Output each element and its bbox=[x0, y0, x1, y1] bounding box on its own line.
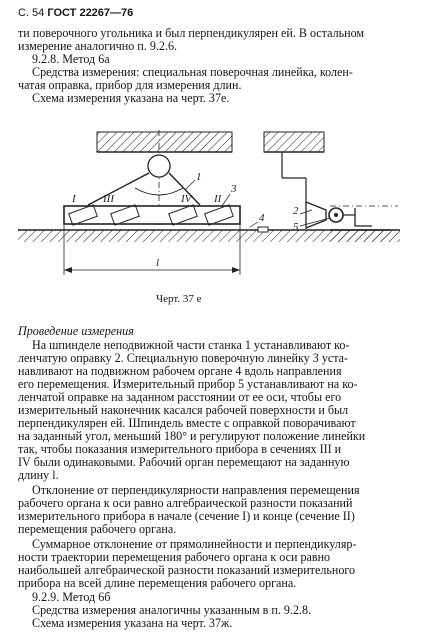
figure-caption: Черт. 37 е bbox=[156, 293, 202, 305]
method-heading: 9.2.9. Метод 6б bbox=[32, 590, 111, 604]
label-4: 4 bbox=[259, 212, 265, 224]
label-l: l bbox=[156, 257, 160, 269]
standard-code: ГОСТ 22267—76 bbox=[47, 7, 134, 19]
spindle-housing bbox=[97, 132, 324, 178]
body-line: Отклонение от перпендикулярности направления перемещения bbox=[32, 483, 360, 497]
page-header bbox=[18, 7, 133, 19]
label-2: 2 bbox=[293, 205, 299, 217]
body-line: перемещения рабочего органа. bbox=[18, 522, 177, 536]
section-II: II bbox=[214, 193, 222, 205]
text-line: чатая оправка, прибор для измерения длин. bbox=[18, 78, 242, 92]
body-line: длину l. bbox=[18, 468, 59, 482]
straightedge bbox=[64, 205, 240, 225]
body-line: IV были одинаковыми. Рабочий орган перемещают на заданную bbox=[18, 455, 350, 469]
body-line: На шпинделе неподвижной части станка 1 устанавливают ко- bbox=[32, 338, 350, 352]
body-line: так, чтобы показания измерительного прибора в сечениях III и bbox=[18, 442, 342, 456]
body-line: Схема измерения указана на черт. 37ж. bbox=[32, 616, 233, 630]
text-line: ти поверочного угольника и был перпендикулярен ей. В остальном bbox=[18, 26, 365, 40]
body-line: наибольшей алгебраической разности показаний измерительного bbox=[18, 563, 356, 577]
section-IV: IV bbox=[181, 193, 192, 205]
section-III: III bbox=[103, 193, 114, 205]
text-line: Средства измерения: специальная поверочная линейка, колен- bbox=[32, 65, 353, 79]
body-line: Суммарное отклонение от прямолинейности и перпендикуляр- bbox=[32, 537, 357, 551]
label-1: 1 bbox=[196, 171, 202, 183]
page-number: С. 54 bbox=[18, 7, 45, 19]
body-line: Средства измерения аналогичны указанным в п. 9.2.8. bbox=[32, 603, 312, 617]
body-line: рабочего органа к оси равно алгебраической разности показаний bbox=[18, 496, 353, 510]
body-line: перпендикулярен ей. Шпиндель вместе с оправкой поворачивают bbox=[18, 416, 356, 430]
label-3: 3 bbox=[231, 183, 237, 195]
method-heading: 9.2.8. Метод 6а bbox=[32, 52, 110, 66]
body-line: измерительного прибора в начале (сечение I) и конце (сечение II) bbox=[18, 509, 355, 523]
section-title: Проведение измерения bbox=[18, 324, 134, 338]
body-line: навливают на подвижном рабочем органе 4 вдоль направления bbox=[18, 364, 342, 378]
body-line: его перемещения. Измерительный прибор 5 устанавливают на ко- bbox=[18, 377, 358, 391]
text-line: измерение аналогично п. 9.2.6. bbox=[18, 39, 178, 53]
section-I: I bbox=[72, 193, 76, 205]
text-line: Схема измерения указана на черт. 37е. bbox=[32, 91, 230, 105]
body-line: ленчатой оправке на заданном расстоянии от ее оси, чтобы его bbox=[18, 390, 342, 404]
body-line: ности траектории перемещения рабочего органа к оси равно bbox=[18, 550, 331, 564]
label-5: 5 bbox=[293, 221, 299, 233]
figure-37e bbox=[0, 130, 425, 295]
body-line: на заданный угол, меньший 180° и регулируют положение линейки bbox=[18, 429, 366, 443]
body-line: ленчатую оправку 2. Специальную поверочную линейку 3 уста- bbox=[18, 351, 349, 365]
body-line: измерительный наконечник касался рабочей поверхности и был bbox=[18, 403, 349, 417]
body-line: прибора на всей длине перемещения рабочего органа. bbox=[18, 576, 297, 590]
